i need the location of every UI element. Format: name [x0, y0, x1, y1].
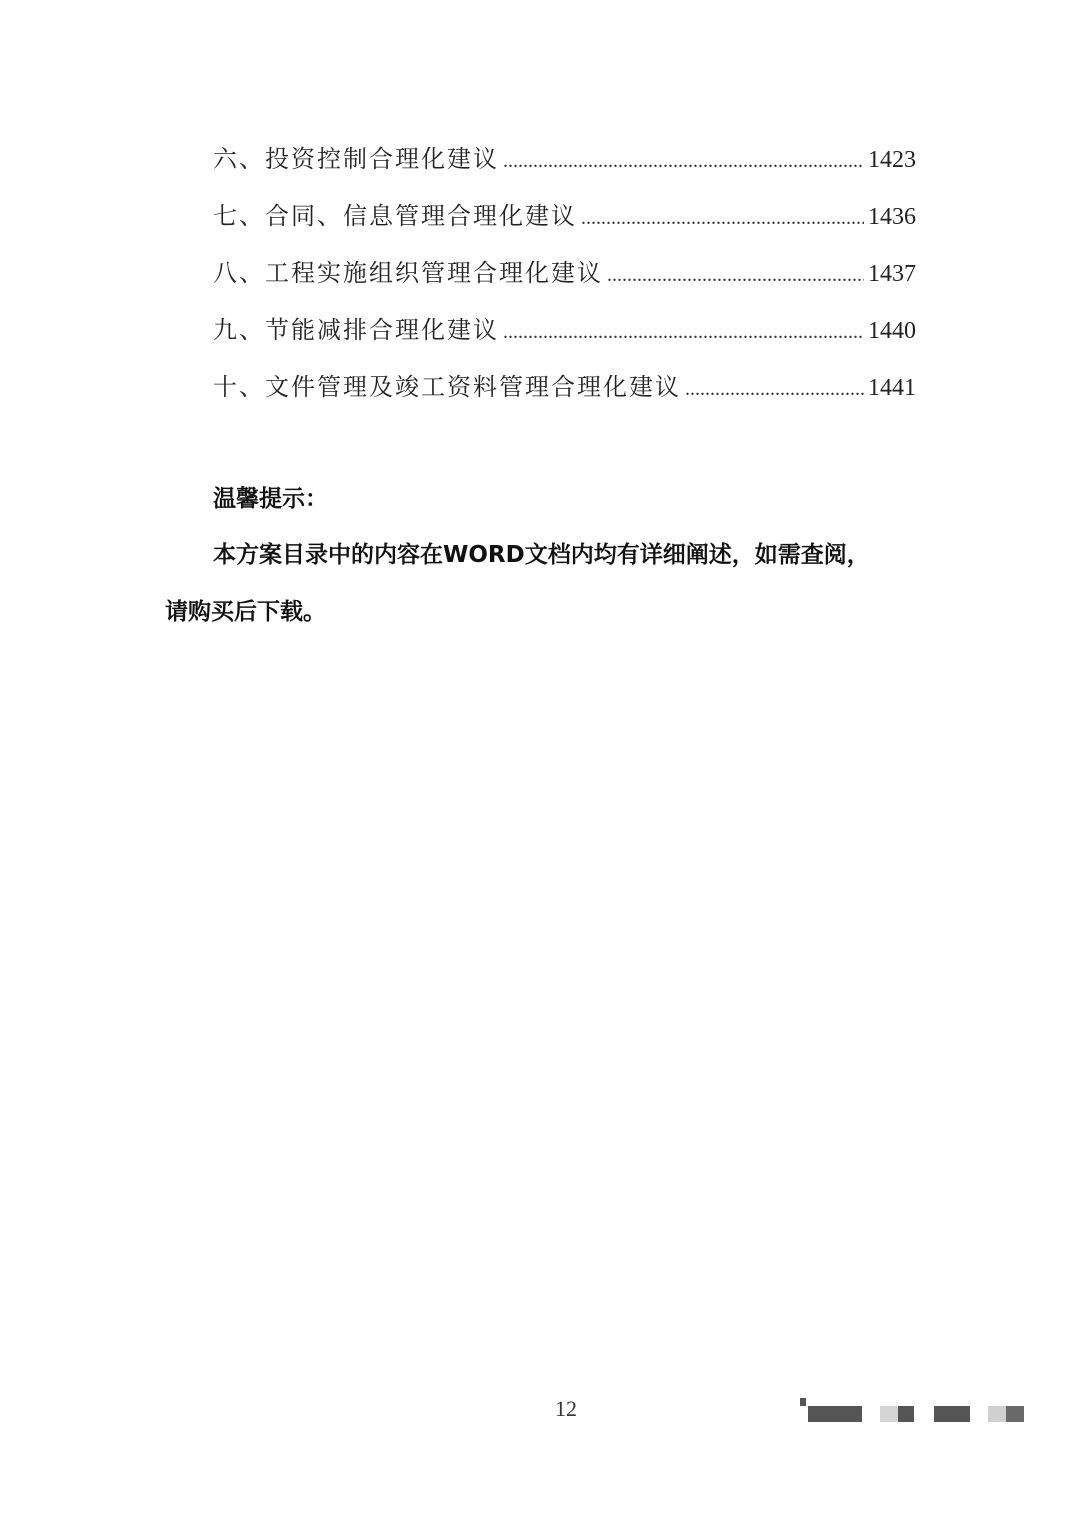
toc-entry-title: 八、工程实施组织管理合理化建议	[213, 259, 603, 287]
notice-heading: 温馨提示：	[213, 486, 328, 512]
toc-entry[interactable]	[213, 366, 916, 423]
decorative-block	[898, 1406, 914, 1422]
decorative-block	[988, 1406, 1006, 1422]
toc-entry-page: 1437	[868, 261, 916, 287]
decorative-block	[800, 1398, 806, 1406]
toc-entry-page: 1441	[868, 375, 916, 401]
toc-entry-title: 六、投资控制合理化建议	[213, 145, 499, 173]
notice-text-line: 请购买后下载。	[165, 599, 326, 625]
toc-dot-leader	[581, 197, 864, 239]
toc-entry[interactable]	[213, 138, 916, 195]
toc-entry-page: 1423	[868, 147, 916, 173]
toc-entry[interactable]	[213, 309, 916, 366]
page-number: 12	[555, 1396, 577, 1421]
footer-decoration	[800, 1398, 1030, 1428]
toc-dot-leader	[503, 311, 864, 353]
decorative-block	[934, 1406, 970, 1422]
toc-dot-leader	[685, 368, 864, 410]
toc-entry-title: 七、合同、信息管理合理化建议	[213, 202, 577, 230]
decorative-block	[808, 1406, 862, 1422]
toc-entry-title: 十、文件管理及竣工资料管理合理化建议	[213, 373, 681, 401]
toc-entry[interactable]	[213, 195, 916, 252]
toc-dot-leader	[607, 254, 864, 296]
toc-entry-page: 1436	[868, 204, 916, 230]
toc-entry[interactable]	[213, 252, 916, 309]
decorative-block	[1006, 1406, 1024, 1422]
decorative-block	[880, 1406, 898, 1422]
toc-entry-title: 九、节能减排合理化建议	[213, 316, 499, 344]
table-of-contents	[213, 138, 916, 423]
toc-dot-leader	[503, 140, 864, 182]
notice-text-line: 本方案目录中的内容在WORD文档内均有详细阐述，如需查阅，	[213, 542, 870, 568]
toc-entry-page: 1440	[868, 318, 916, 344]
